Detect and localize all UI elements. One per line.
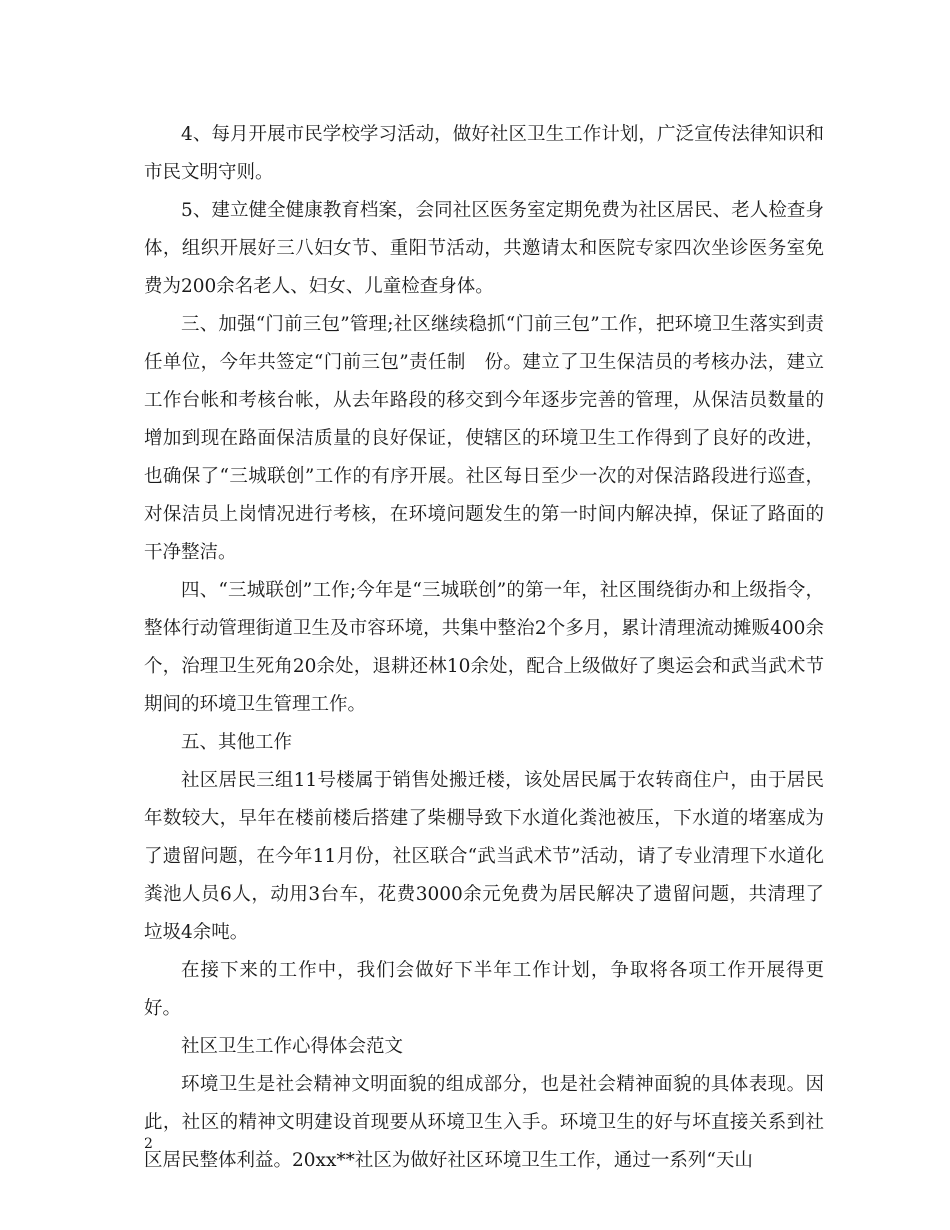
heading-sample-essay: 社区卫生工作心得体会范文: [181, 1036, 404, 1057]
paragraph-item-5: 5、建立健全健康教育档案，会同社区医务室定期免费为社区居民、老人检查身体，组织开展好三八妇女节、重阳节活动，共邀请太和医院专家四次坐诊医务室免费为200余名老人、妇女、儿童检查身体。: [144, 200, 824, 297]
document-body: [144, 116, 824, 1180]
paragraph-essay-intro: 环境卫生是社会精神文明面貌的组成部分，也是社会精神面貌的具体表现。因此，社区的精神文明建设首现要从环境卫生入手。环境卫生的好与坏直接关系到社区居民整体利益。20xx**社区为做好社区环境卫生工作，通过一系列“天山: [144, 1074, 824, 1171]
paragraph-item-4: 4、每月开展市民学校学习活动，做好社区卫生工作计划，广泛宣传法律知识和市民文明守则。: [144, 124, 824, 183]
paragraph-section-4: 四、“三城联创”工作;今年是“三城联创”的第一年，社区围绕街办和上级指令，整体行动管理街道卫生及市容环境，共集中整治2个多月，累计清理流动摊贩400余个，治理卫生死角20余处，退耕还林10余处，配合上级做好了奥运会和武当武术节期间的环境卫生管理工作。: [144, 580, 824, 715]
paragraph-next-steps: 在接下来的工作中，我们会做好下半年工作计划，争取将各项工作开展得更好。: [144, 960, 824, 1019]
page-number: 2: [144, 1136, 153, 1152]
paragraph-section-3: 三、加强“门前三包”管理;社区继续稳抓“门前三包”工作，把环境卫生落实到责任单位，今年共签定“门前三包”责任制 份。建立了卫生保洁员的考核办法，建立工作台帐和考核台帐，从去年路段的移交到今年逐步完善的管理，从保洁员数量的增加到现在路面保洁质量的良好保证，使辖区的环境卫生工作得到了良好的改进，也确保了“三城联创”工作的有序开展。社区每日至少一次的对保洁路段进行巡查，对保洁员上岗情况进行考核，在环境问题发生的第一时间内解决掉，保证了路面的干净整洁。: [144, 314, 824, 563]
paragraph-other-work: 社区居民三组11号楼属于销售处搬迁楼，该处居民属于农转商住户，由于居民年数较大，早年在楼前楼后搭建了柴棚导致下水道化粪池被压，下水道的堵塞成为了遗留问题，在今年11月份，社区联合“武当武术节”活动，请了专业清理下水道化粪池人员6人，动用3台车，花费3000余元免费为居民解决了遗留问题，共清理了垃圾4余吨。: [144, 770, 824, 943]
heading-section-5: 五、其他工作: [181, 732, 293, 753]
